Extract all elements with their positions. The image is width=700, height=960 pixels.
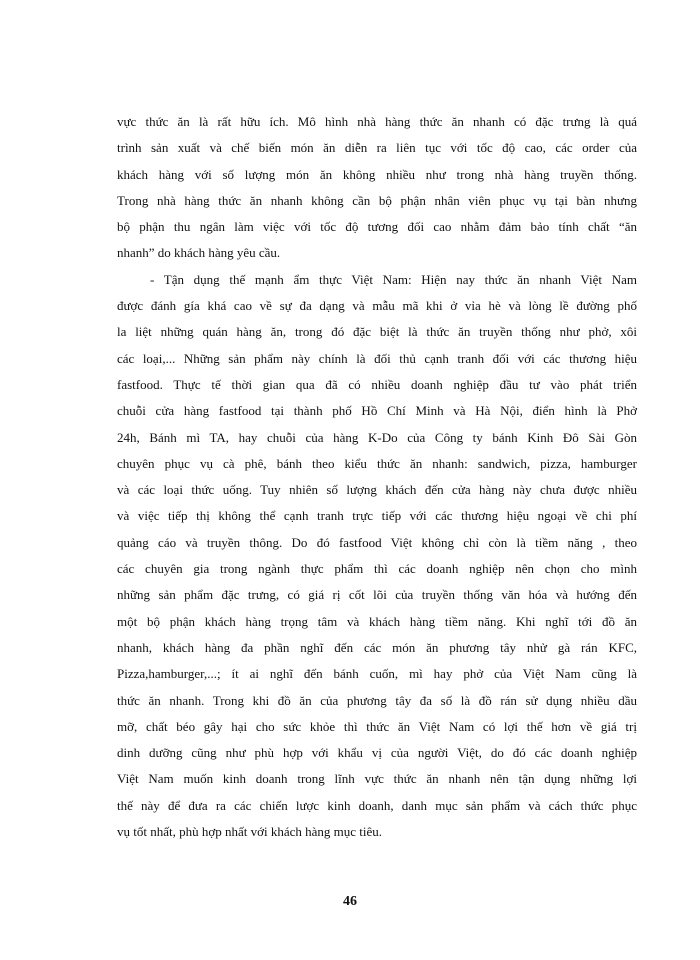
text-line: được đánh gía khá cao về sự đa dạng và mẫu mã khi ở vỉa hè và lòng lề đường phố	[117, 298, 637, 314]
text-line: những sản phẩm đặc trưng, có giá rị cốt lõi của truyền thống văn hóa và hướng đến	[117, 587, 637, 603]
text-line: quảng cáo và truyền thông. Do đó fastfood Việt không chỉ còn là tiềm năng , theo	[117, 534, 637, 550]
text-line: khách hàng với số lượng món ăn không nhiều như trong nhà hàng truyền thống.	[117, 166, 637, 182]
text-line: la liệt những quán hàng ăn, trong đó đặc biệt là thức ăn truyền thống như phở, xôi	[117, 324, 637, 340]
text-line: vụ tốt nhất, phù hợp nhất với khách hàng mục tiêu.	[117, 824, 383, 840]
text-line: trình sản xuất và chế biến món ăn diễn ra liên tục với tốc độ cao, các order của	[117, 140, 637, 156]
page-number: 46	[343, 894, 357, 909]
body-text	[117, 109, 637, 845]
text-line: bộ phận thu ngân làm việc với tốc độ tương đối cao nhằm đảm bảo tính chất “ăn	[117, 219, 637, 235]
text-line: 24h, Bánh mì TA, hay chuỗi của hàng K-Do của Công ty bánh Kinh Đô Sài Gòn	[117, 429, 637, 445]
text-line: các chuyên gia trong ngành thực phẩm thì các doanh nghiệp nên chọn cho mình	[117, 561, 637, 577]
text-line: một bộ phận khách hàng trọng tâm và khách hàng tiềm năng. Khi nghĩ tới đồ ăn	[117, 613, 637, 629]
text-line: thế này để đưa ra các chiến lược kinh doanh, danh mục sản phẩm và cách thức phục	[117, 797, 637, 813]
text-line: các loại,... Những sản phẩm này chính là đối thủ cạnh tranh đối với các thương hiệu	[117, 350, 637, 366]
text-line: dinh dưỡng cũng như phù hợp với khẩu vị của người Việt, do đó các doanh nghiệp	[117, 745, 637, 761]
text-line: nhanh” do khách hàng yêu cầu.	[117, 245, 281, 261]
text-line: và việc tiếp thị không thể cạnh tranh trực tiếp với các thương hiệu ngoại về chi phí	[117, 508, 637, 524]
text-line: Trong nhà hàng thức ăn nhanh không cần bộ phận nhân viên phục vụ tại bàn nhưng	[117, 192, 637, 208]
text-line: và các loại thức uống. Tuy nhiên số lượng khách đến cửa hàng này chưa được nhiều	[117, 482, 637, 498]
text-line: thức ăn nhanh. Trong khi đồ ăn của phương tây đa số là đồ rán sử dụng nhiều dầu	[117, 692, 637, 708]
paragraph-1	[117, 109, 637, 267]
text-line: vực thức ăn là rất hữu ích. Mô hình nhà hàng thức ăn nhanh có đặc trưng là quá	[117, 114, 637, 129]
text-line: nhanh, khách hàng đa phần nghĩ đến các món ăn phương tây nhử gà rán KFC,	[117, 639, 637, 655]
paragraph-2	[117, 267, 637, 846]
text-line: - Tận dụng thế mạnh ẩm thực Việt Nam: Hiện nay thức ăn nhanh Việt Nam	[150, 271, 637, 287]
text-line: mỡ, chất béo gây hại cho sức khỏe thì thức ăn Việt Nam có lợi thế hơn về giá trị	[117, 718, 637, 734]
text-line: fastfood. Thực tế thời gian qua đã có nhiều doanh nghiệp đầu tư vào phát triển	[117, 376, 637, 392]
text-line: Việt Nam muốn kinh doanh trong lĩnh vực thức ăn nhanh nên tận dụng những lợi	[117, 771, 637, 787]
text-line: chuyên phục vụ cà phê, bánh theo kiểu thức ăn nhanh: sandwich, pizza, hamburger	[117, 455, 637, 471]
text-line: Pizza,hamburger,...; ít ai nghĩ đến bánh cuốn, mì hay phở của Việt Nam cũng là	[117, 666, 637, 682]
text-line: chuỗi cửa hàng fastfood tại thành phố Hồ Chí Minh và Hà Nội, điển hình là Phở	[117, 403, 637, 419]
